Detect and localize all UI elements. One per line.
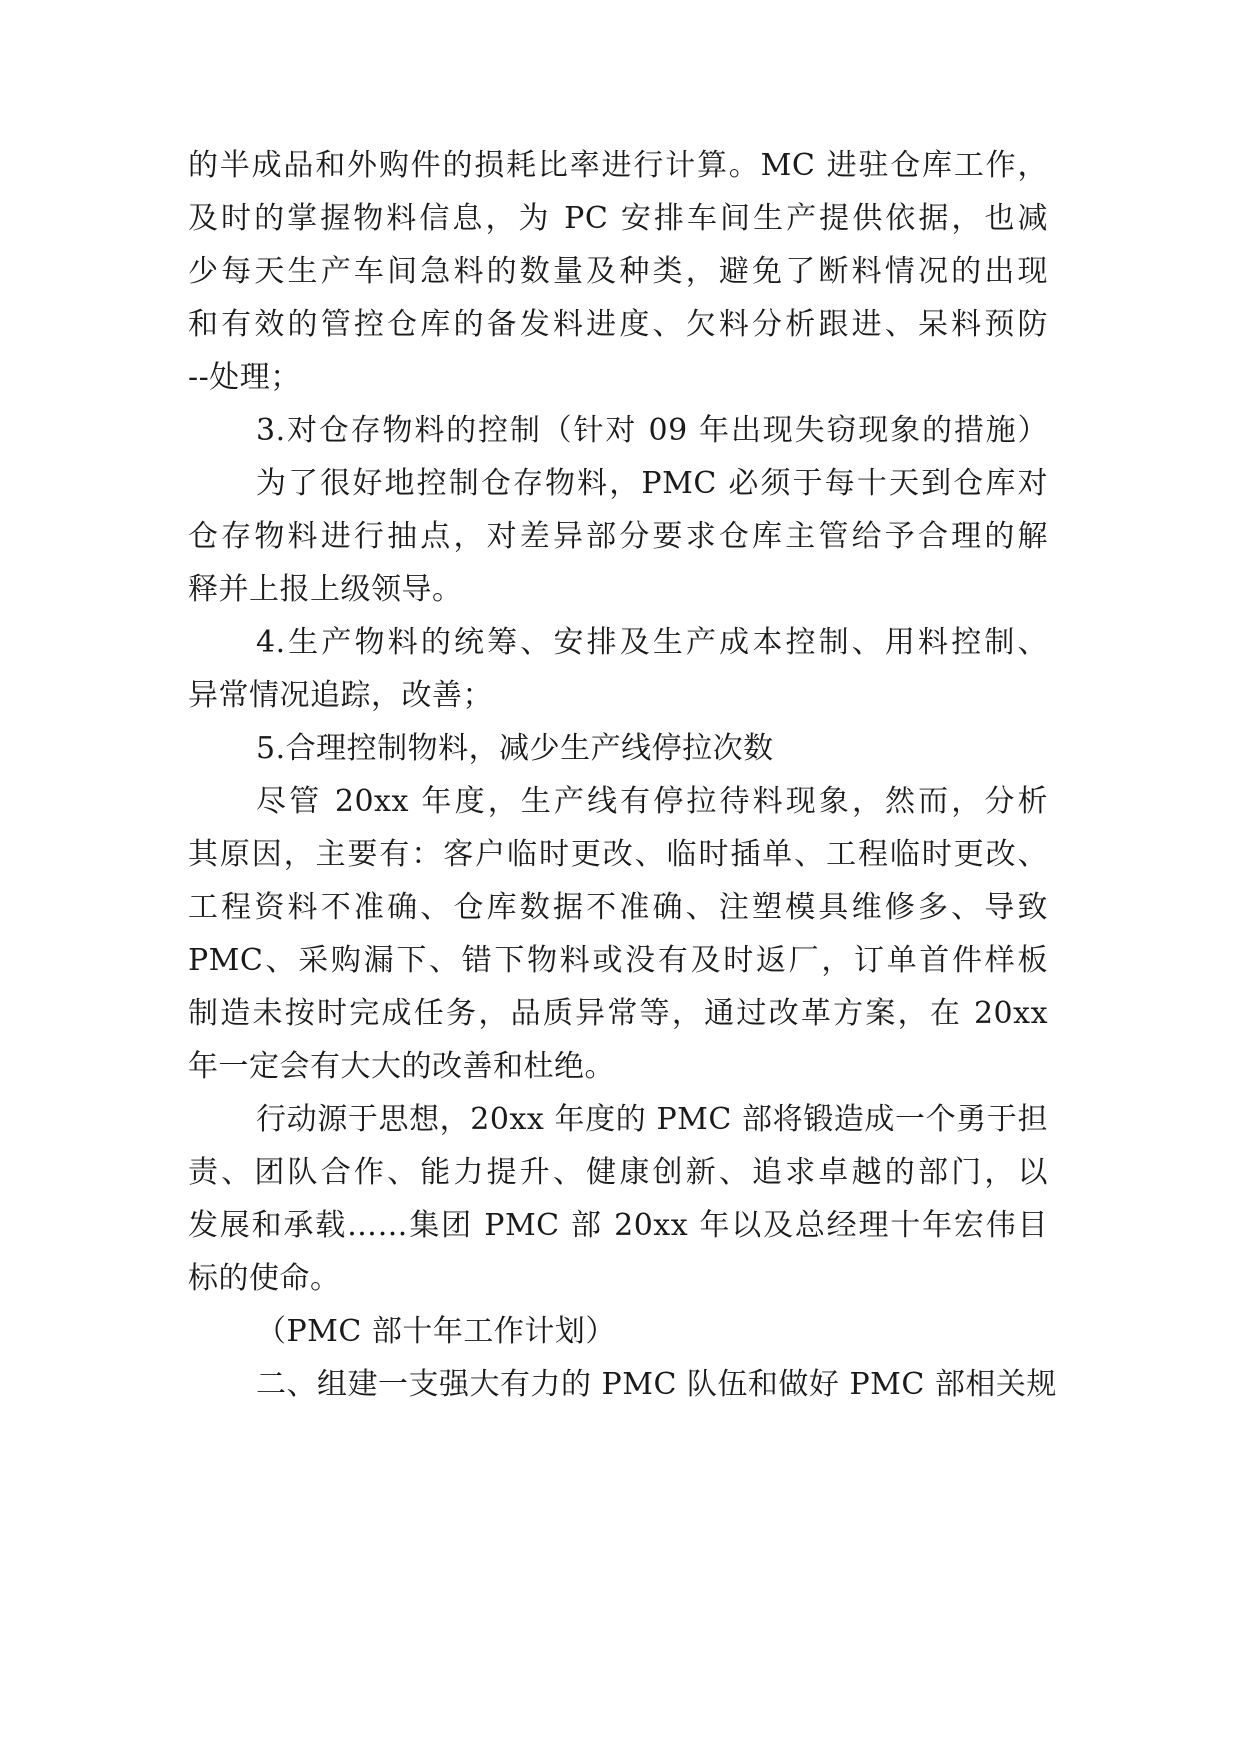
text-line: PMC、采购漏下、错下物料或没有及时返厂，订单首件样板 <box>188 943 1048 978</box>
text-line: 和有效的管控仓库的备发料进度、欠料分析跟进、呆料预防 <box>188 307 1048 342</box>
text-line: 发展和承载……集团 PMC 部 20xx 年以及总经理十年宏伟目 <box>188 1208 1048 1243</box>
text-line: 及时的掌握物料信息，为 PC 安排车间生产提供依据，也减 <box>188 201 1048 236</box>
text-line: 尽管 20xx 年度，生产线有停拉待料现象，然而，分析 <box>256 784 1048 819</box>
text-line: 责、团队合作、能力提升、健康创新、追求卓越的部门，以 <box>188 1155 1048 1190</box>
text-line: 标的使命。 <box>188 1261 341 1296</box>
text-line: 二、组建一支强大有力的 PMC 队伍和做好 PMC 部相关规 <box>256 1367 1057 1402</box>
text-line: 仓存物料进行抽点，对差异部分要求仓库主管给予合理的解 <box>188 519 1048 554</box>
text-line: 4.生产物料的统筹、安排及生产成本控制、用料控制、 <box>256 625 1048 660</box>
text-line: 3.对仓存物料的控制（针对 09 年出现失窃现象的措施） <box>256 413 1048 448</box>
text-line: 工程资料不准确、仓库数据不准确、注塑模具维修多、导致 <box>188 890 1048 925</box>
text-line: 5.合理控制物料，减少生产线停拉次数 <box>256 731 774 766</box>
text-line: 制造未按时完成任务，品质异常等，通过改革方案，在 20xx <box>188 996 1048 1031</box>
text-line: 行动源于思想，20xx 年度的 PMC 部将锻造成一个勇于担 <box>256 1102 1048 1137</box>
text-line: --处理； <box>188 360 301 395</box>
text-line: 异常情况追踪，改善； <box>188 678 493 713</box>
text-line: 少每天生产车间急料的数量及种类，避免了断料情况的出现 <box>188 254 1048 289</box>
text-line: 释并上报上级领导。 <box>188 572 463 607</box>
text-line: 的半成品和外购件的损耗比率进行计算。MC 进驻仓库工作， <box>188 148 1048 183</box>
text-line: 为了很好地控制仓存物料，PMC 必须于每十天到仓库对 <box>256 466 1048 501</box>
text-line: 年一定会有大大的改善和杜绝。 <box>188 1049 615 1084</box>
text-line: 其原因，主要有：客户临时更改、临时插单、工程临时更改、 <box>188 837 1048 872</box>
text-line: （PMC 部十年工作计划） <box>256 1314 616 1349</box>
